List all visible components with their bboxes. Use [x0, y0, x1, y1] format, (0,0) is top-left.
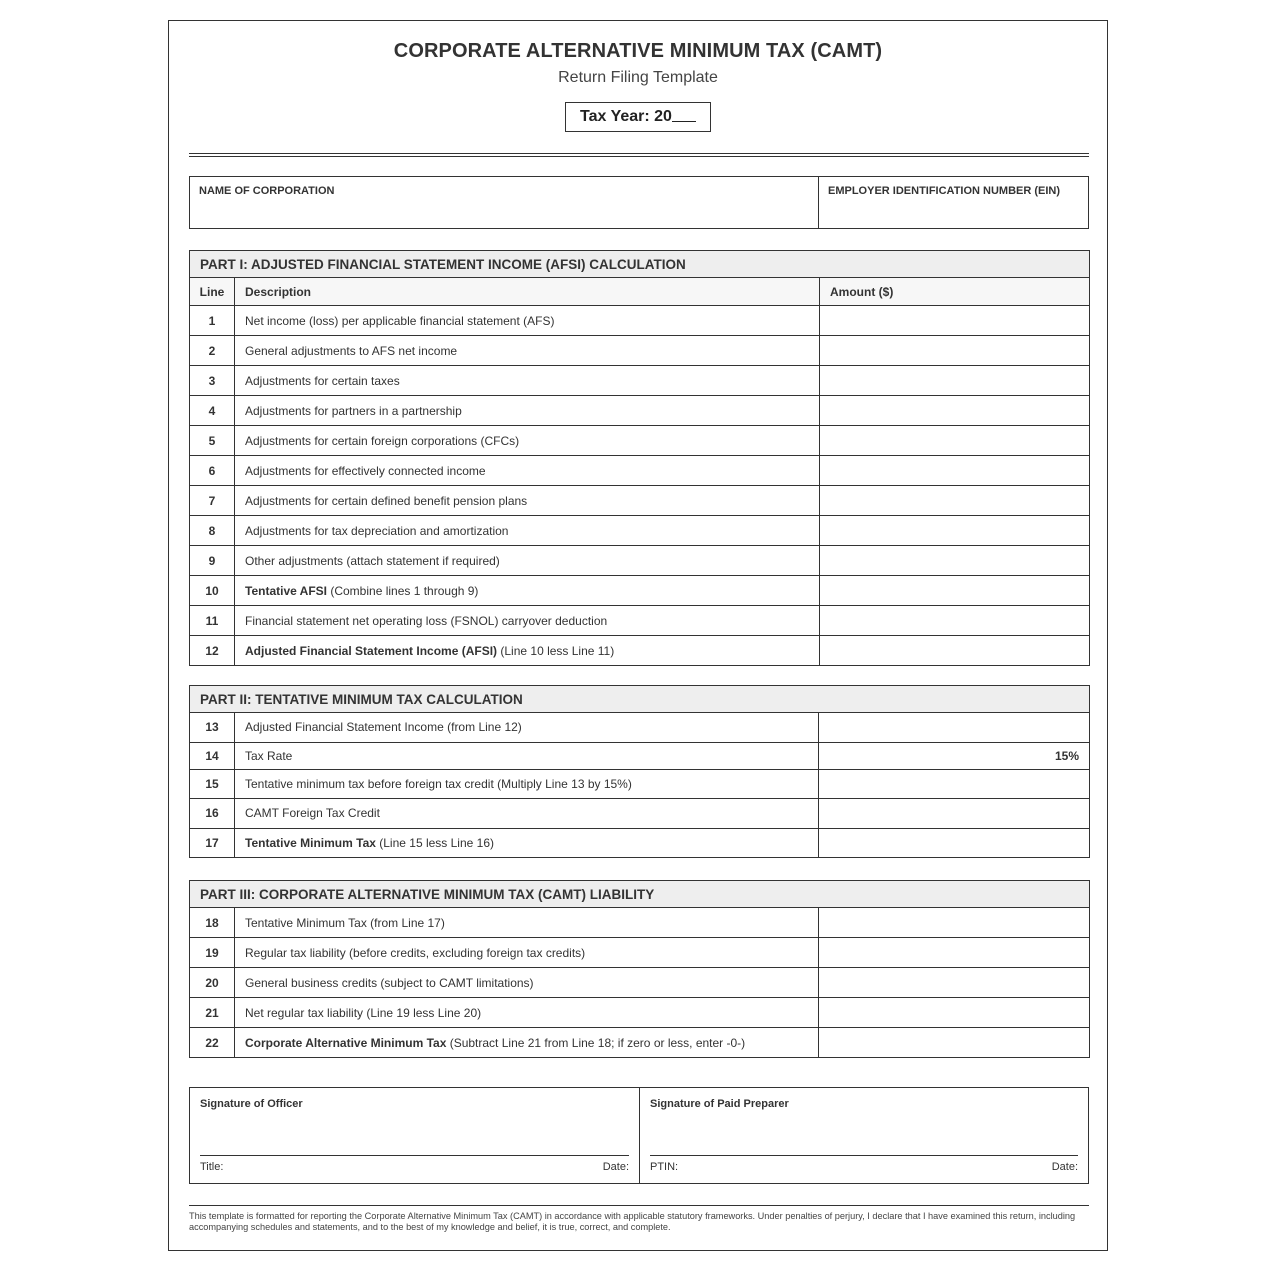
part3-heading: PART III: CORPORATE ALTERNATIVE MINIMUM TAX (CAMT) LIABILITY — [190, 881, 1090, 908]
line-number: 22 — [190, 1028, 235, 1058]
line-description-text: Adjusted Financial Statement Income (from Line 12) — [245, 720, 522, 735]
amount-field[interactable] — [820, 456, 1090, 486]
table-row — [190, 968, 1090, 998]
line-description — [235, 998, 819, 1028]
amount-field[interactable] — [820, 546, 1090, 576]
line-number: 6 — [190, 456, 235, 486]
line-description-text: (Line 10 less Line 11) — [497, 643, 615, 658]
line-number: 17 — [190, 828, 235, 858]
part2-table — [189, 685, 1090, 858]
officer-title-label: Title: — [200, 1161, 224, 1173]
line-description — [235, 742, 819, 769]
line-description-text: General business credits (subject to CAMT limitations) — [245, 975, 534, 990]
line-description-text: Tax Rate — [245, 748, 293, 763]
line-description — [235, 636, 820, 666]
line-number: 15 — [190, 769, 235, 799]
column-header-amount: Amount ($) — [820, 278, 1090, 306]
line-description-text: Other adjustments (attach statement if required) — [245, 553, 500, 568]
line-number: 2 — [190, 336, 235, 366]
line-number: 18 — [190, 908, 235, 938]
line-number: 9 — [190, 546, 235, 576]
line-description-bold: Adjusted Financial Statement Income (AFSI) — [245, 643, 498, 658]
line-description — [235, 799, 819, 829]
line-description — [235, 769, 819, 799]
ein-label: EMPLOYER IDENTIFICATION NUMBER (EIN) — [828, 185, 1061, 197]
header-rule-top — [189, 153, 1089, 154]
line-number: 19 — [190, 938, 235, 968]
amount-field[interactable] — [820, 426, 1090, 456]
line-description-text: (Line 15 less Line 16) — [375, 835, 494, 850]
line-description — [235, 576, 820, 606]
preparer-signature-label: Signature of Paid Preparer — [650, 1098, 789, 1110]
line-description-text: Tentative minimum tax before foreign tax credit (Multiply Line 13 by 15%) — [245, 776, 632, 791]
part3-table — [189, 880, 1090, 1058]
table-row — [190, 998, 1090, 1028]
amount-field[interactable] — [820, 636, 1090, 666]
line-description-text: Regular tax liability (before credits, excluding foreign tax credits) — [245, 945, 586, 960]
corporation-name-label: NAME OF CORPORATION — [199, 185, 335, 197]
table-row — [190, 546, 1090, 576]
table-row — [190, 366, 1090, 396]
amount-field[interactable] — [820, 396, 1090, 426]
amount-field[interactable]: 15% — [819, 742, 1090, 769]
line-description — [235, 516, 820, 546]
officer-date-label: Date: — [602, 1161, 629, 1173]
line-description — [235, 1028, 819, 1058]
part2-heading: PART II: TENTATIVE MINIMUM TAX CALCULATION — [190, 686, 1090, 713]
table-row — [190, 769, 1090, 799]
line-description-bold: Corporate Alternative Minimum Tax — [245, 1035, 447, 1050]
line-number: 14 — [190, 742, 235, 769]
line-number: 21 — [190, 998, 235, 1028]
amount-field[interactable] — [819, 713, 1090, 743]
corporation-name-field[interactable] — [190, 177, 819, 228]
line-description — [235, 713, 819, 743]
amount-field[interactable] — [820, 336, 1090, 366]
column-header-description: Description — [235, 278, 820, 306]
amount-field[interactable] — [819, 1028, 1090, 1058]
line-description — [235, 908, 819, 938]
amount-field[interactable] — [819, 968, 1090, 998]
line-description — [235, 606, 820, 636]
amount-field[interactable] — [819, 828, 1090, 858]
line-description — [235, 426, 820, 456]
table-row — [190, 908, 1090, 938]
line-number: 5 — [190, 426, 235, 456]
amount-field[interactable] — [820, 306, 1090, 336]
officer-signature-line — [200, 1155, 629, 1156]
line-number: 10 — [190, 576, 235, 606]
line-description-text: Net income (loss) per applicable financial statement (AFS) — [245, 313, 555, 328]
table-row — [190, 799, 1090, 829]
table-row — [190, 426, 1090, 456]
ein-field[interactable] — [819, 177, 1088, 228]
table-row — [190, 336, 1090, 366]
line-number: 3 — [190, 366, 235, 396]
line-description — [235, 336, 820, 366]
line-number: 12 — [190, 636, 235, 666]
tax-year-blank[interactable] — [672, 105, 696, 122]
part1-table — [189, 250, 1090, 666]
line-description-text: (Combine lines 1 through 9) — [327, 583, 479, 598]
line-description — [235, 456, 820, 486]
table-row — [190, 713, 1090, 743]
line-description — [235, 366, 820, 396]
line-number: 11 — [190, 606, 235, 636]
header-rule-bottom — [189, 156, 1089, 157]
amount-field[interactable] — [820, 516, 1090, 546]
line-number: 4 — [190, 396, 235, 426]
line-description-bold: Tentative AFSI — [245, 583, 328, 598]
line-description — [235, 306, 820, 336]
table-row — [190, 1028, 1090, 1058]
amount-field[interactable] — [820, 366, 1090, 396]
table-row — [190, 576, 1090, 606]
tax-year-box[interactable] — [565, 102, 711, 132]
line-description — [235, 396, 820, 426]
footer-declaration: This template is formatted for reporting the Corporate Alternative Minimum Tax (CAMT) in accordance with applicable statutory frameworks. Under penalties of perjury, I declare that I have examined this return, including accompanying schedules and statements, and to the best of my knowledge and belief, it is true, correct, and complete. — [189, 1205, 1089, 1233]
form-page — [168, 20, 1108, 1251]
line-description — [235, 938, 819, 968]
amount-field[interactable] — [820, 486, 1090, 516]
table-row — [190, 938, 1090, 968]
officer-signature-label: Signature of Officer — [200, 1098, 303, 1110]
line-description-text: General adjustments to AFS net income — [245, 343, 458, 358]
line-description-text: Adjustments for effectively connected income — [245, 463, 486, 478]
line-description-bold: Tentative Minimum Tax — [245, 835, 376, 850]
table-row — [190, 828, 1090, 858]
line-description-text: Tentative Minimum Tax (from Line 17) — [245, 915, 445, 930]
line-description-text: Financial statement net operating loss (FSNOL) carryover deduction — [245, 613, 608, 628]
preparer-ptin-label: PTIN: — [650, 1161, 679, 1173]
preparer-date-label: Date: — [1051, 1161, 1078, 1173]
identification-box — [189, 176, 1089, 229]
amount-field[interactable] — [819, 799, 1090, 829]
line-number: 13 — [190, 713, 235, 743]
line-number: 8 — [190, 516, 235, 546]
amount-field[interactable] — [819, 908, 1090, 938]
form-subtitle: Return Filing Template — [558, 69, 718, 86]
table-row — [190, 306, 1090, 336]
amount-field[interactable] — [819, 938, 1090, 968]
table-row — [190, 516, 1090, 546]
signature-box — [189, 1087, 1089, 1184]
line-description — [235, 968, 819, 998]
table-row — [190, 742, 1090, 769]
table-row — [190, 486, 1090, 516]
preparer-signature-area[interactable] — [640, 1088, 1088, 1183]
amount-field[interactable] — [819, 769, 1090, 799]
line-number: 20 — [190, 968, 235, 998]
line-description-text: Adjustments for certain taxes — [245, 373, 400, 388]
table-row — [190, 396, 1090, 426]
line-description — [235, 828, 819, 858]
line-description — [235, 546, 820, 576]
form-title: CORPORATE ALTERNATIVE MINIMUM TAX (CAMT) — [393, 40, 883, 62]
line-description-text: Adjustments for partners in a partnership — [245, 403, 462, 418]
part1-heading: PART I: ADJUSTED FINANCIAL STATEMENT INCOME (AFSI) CALCULATION — [190, 251, 1090, 278]
line-description-text: Net regular tax liability (Line 19 less Line 20) — [245, 1005, 482, 1020]
line-description-text: CAMT Foreign Tax Credit — [245, 806, 380, 821]
table-row — [190, 636, 1090, 666]
amount-field[interactable] — [820, 576, 1090, 606]
table-row — [190, 456, 1090, 486]
line-description-text: Adjustments for certain defined benefit pension plans — [245, 493, 528, 508]
line-description-text: (Subtract Line 21 from Line 18; if zero or less, enter -0-) — [446, 1035, 746, 1050]
amount-field[interactable] — [820, 606, 1090, 636]
table-row — [190, 606, 1090, 636]
line-description-text: Adjustments for certain foreign corporations (CFCs) — [245, 433, 520, 448]
tax-year-label: Tax Year: 20 — [580, 108, 672, 125]
preparer-signature-line — [650, 1155, 1078, 1156]
line-description-text: Adjustments for tax depreciation and amortization — [245, 523, 509, 538]
line-description — [235, 486, 820, 516]
line-number: 16 — [190, 799, 235, 829]
column-header-line: Line — [190, 278, 235, 306]
amount-field[interactable] — [819, 998, 1090, 1028]
officer-signature-area[interactable] — [190, 1088, 640, 1183]
line-number: 7 — [190, 486, 235, 516]
line-number: 1 — [190, 306, 235, 336]
